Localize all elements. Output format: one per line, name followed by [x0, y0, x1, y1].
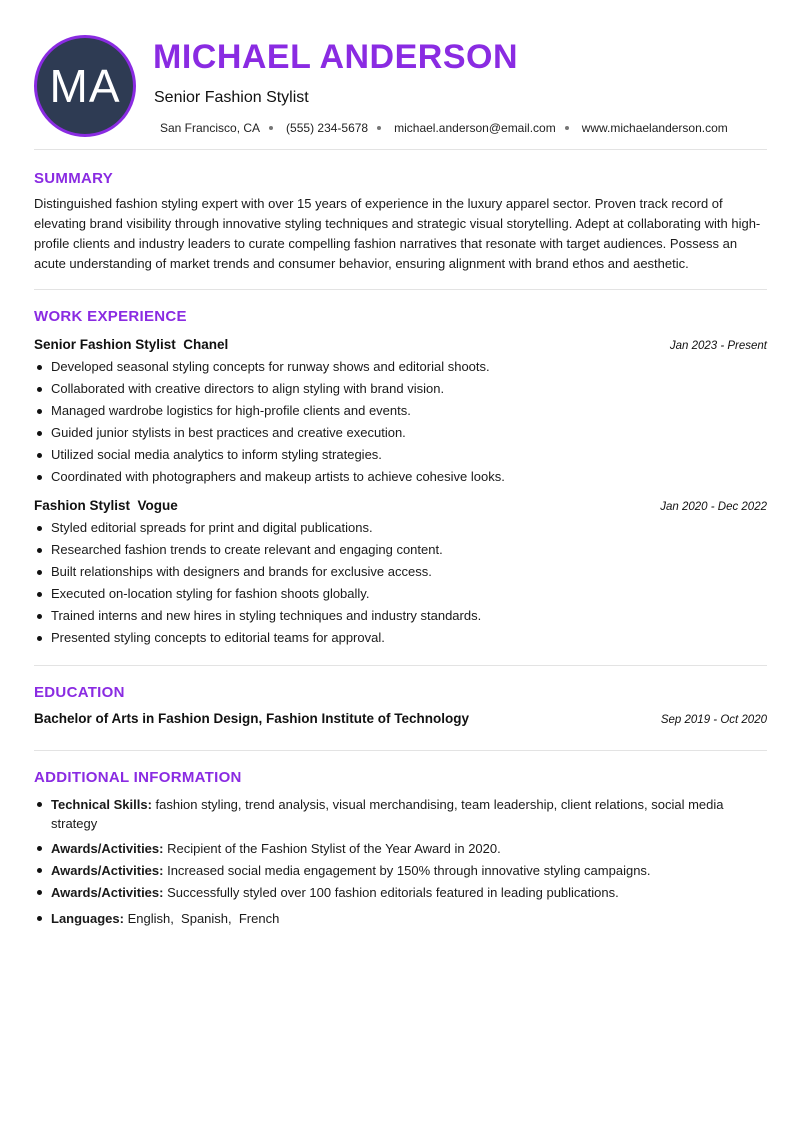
- candidate-name: MICHAEL ANDERSON: [153, 38, 519, 76]
- list-item: Guided junior stylists in best practices and creative execution.: [34, 422, 767, 444]
- summary-text: Distinguished fashion styling expert with over 15 years of experience in the luxury apparel sector. Proven track record of elevating brand visibility through innovative styling techniques and strategic visual storytelling. Adept at collaborating with high-profile clients and industry leaders to curate compelling fashion narratives that resonate with target audiences. Possess an acute understanding of market trends and consumer behavior, ensuring alignment with brand ethos and aesthetic.: [34, 196, 761, 271]
- list-item: Coordinated with photographers and makeup artists to achieve cohesive looks.: [34, 466, 767, 488]
- contact-info: [160, 121, 728, 135]
- contact-location: San Francisco, CA: [160, 121, 261, 135]
- list-item: [34, 909, 767, 928]
- summary-section: [34, 150, 767, 290]
- experience-heading: WORK EXPERIENCE: [34, 308, 187, 325]
- list-item: Styled editorial spreads for print and digital publications.: [34, 517, 767, 539]
- list-item: [34, 839, 767, 858]
- candidate-title: Senior Fashion Stylist: [154, 89, 309, 106]
- education-section: [34, 666, 767, 751]
- separator-dot-icon: [377, 126, 381, 130]
- summary-heading: SUMMARY: [34, 170, 114, 187]
- list-item: Researched fashion trends to create relevant and engaging content.: [34, 539, 767, 561]
- list-item: Collaborated with creative directors to align styling with brand vision.: [34, 378, 767, 400]
- list-item: Managed wardrobe logistics for high-profile clients and events.: [34, 400, 767, 422]
- list-item: Developed seasonal styling concepts for runway shows and editorial shoots.: [34, 356, 767, 378]
- list-item: Built relationships with designers and brands for exclusive access.: [34, 561, 767, 583]
- contact-email[interactable]: michael.anderson@email.com: [394, 121, 556, 135]
- additional-heading: ADDITIONAL INFORMATION: [34, 769, 242, 786]
- info-text: fashion styling, trend analysis, visual merchandising, team leadership, client relations, social media strategy: [51, 797, 724, 831]
- list-item: Executed on-location styling for fashion shoots globally.: [34, 583, 767, 605]
- list-item: [34, 861, 767, 880]
- info-label: Languages:: [51, 911, 124, 926]
- job-bullets: [34, 517, 767, 649]
- contact-phone: (555) 234-5678: [286, 121, 369, 135]
- job-role: Fashion Stylist Vogue: [34, 498, 178, 513]
- education-entry: [34, 711, 767, 726]
- job-date: Jan 2023 - Present: [669, 340, 767, 352]
- list-item: Presented styling concepts to editorial teams for approval.: [34, 627, 767, 649]
- additional-section: [34, 751, 767, 928]
- info-text: Successfully styled over 100 fashion editorials featured in leading publications.: [163, 885, 619, 900]
- info-label: Technical Skills:: [51, 797, 152, 812]
- list-item: [34, 883, 767, 902]
- job-header: [34, 337, 767, 352]
- resume-header: [34, 0, 767, 150]
- separator-dot-icon: [269, 126, 273, 130]
- list-item: [34, 795, 767, 833]
- education-heading: EDUCATION: [34, 684, 125, 701]
- info-label: Awards/Activities:: [51, 885, 164, 900]
- info-label: Awards/Activities:: [51, 841, 164, 856]
- education-date: Sep 2019 - Oct 2020: [660, 714, 767, 726]
- experience-section: [34, 290, 767, 666]
- avatar-initials: MA: [49, 60, 121, 112]
- avatar: [34, 35, 136, 137]
- contact-website[interactable]: www.michaelanderson.com: [581, 121, 728, 135]
- separator-dot-icon: [565, 126, 569, 130]
- info-label: Awards/Activities:: [51, 863, 164, 878]
- info-text: Recipient of the Fashion Stylist of the Year Award in 2020.: [163, 841, 501, 856]
- job-role: Senior Fashion Stylist Chanel: [34, 337, 229, 352]
- job-entry: [34, 337, 767, 488]
- additional-list: [34, 795, 767, 928]
- info-text: Increased social media engagement by 150% through innovative styling campaigns.: [163, 863, 651, 878]
- education-degree: Bachelor of Arts in Fashion Design, Fashion Institute of Technology: [34, 711, 470, 726]
- resume-page: [34, 0, 767, 928]
- info-text: English, Spanish, French: [123, 911, 280, 926]
- list-item: Utilized social media analytics to inform styling strategies.: [34, 444, 767, 466]
- list-item: Trained interns and new hires in styling techniques and industry standards.: [34, 605, 767, 627]
- job-bullets: [34, 356, 767, 488]
- job-entry: [34, 498, 767, 649]
- job-date: Jan 2020 - Dec 2022: [660, 501, 767, 513]
- job-header: [34, 498, 767, 513]
